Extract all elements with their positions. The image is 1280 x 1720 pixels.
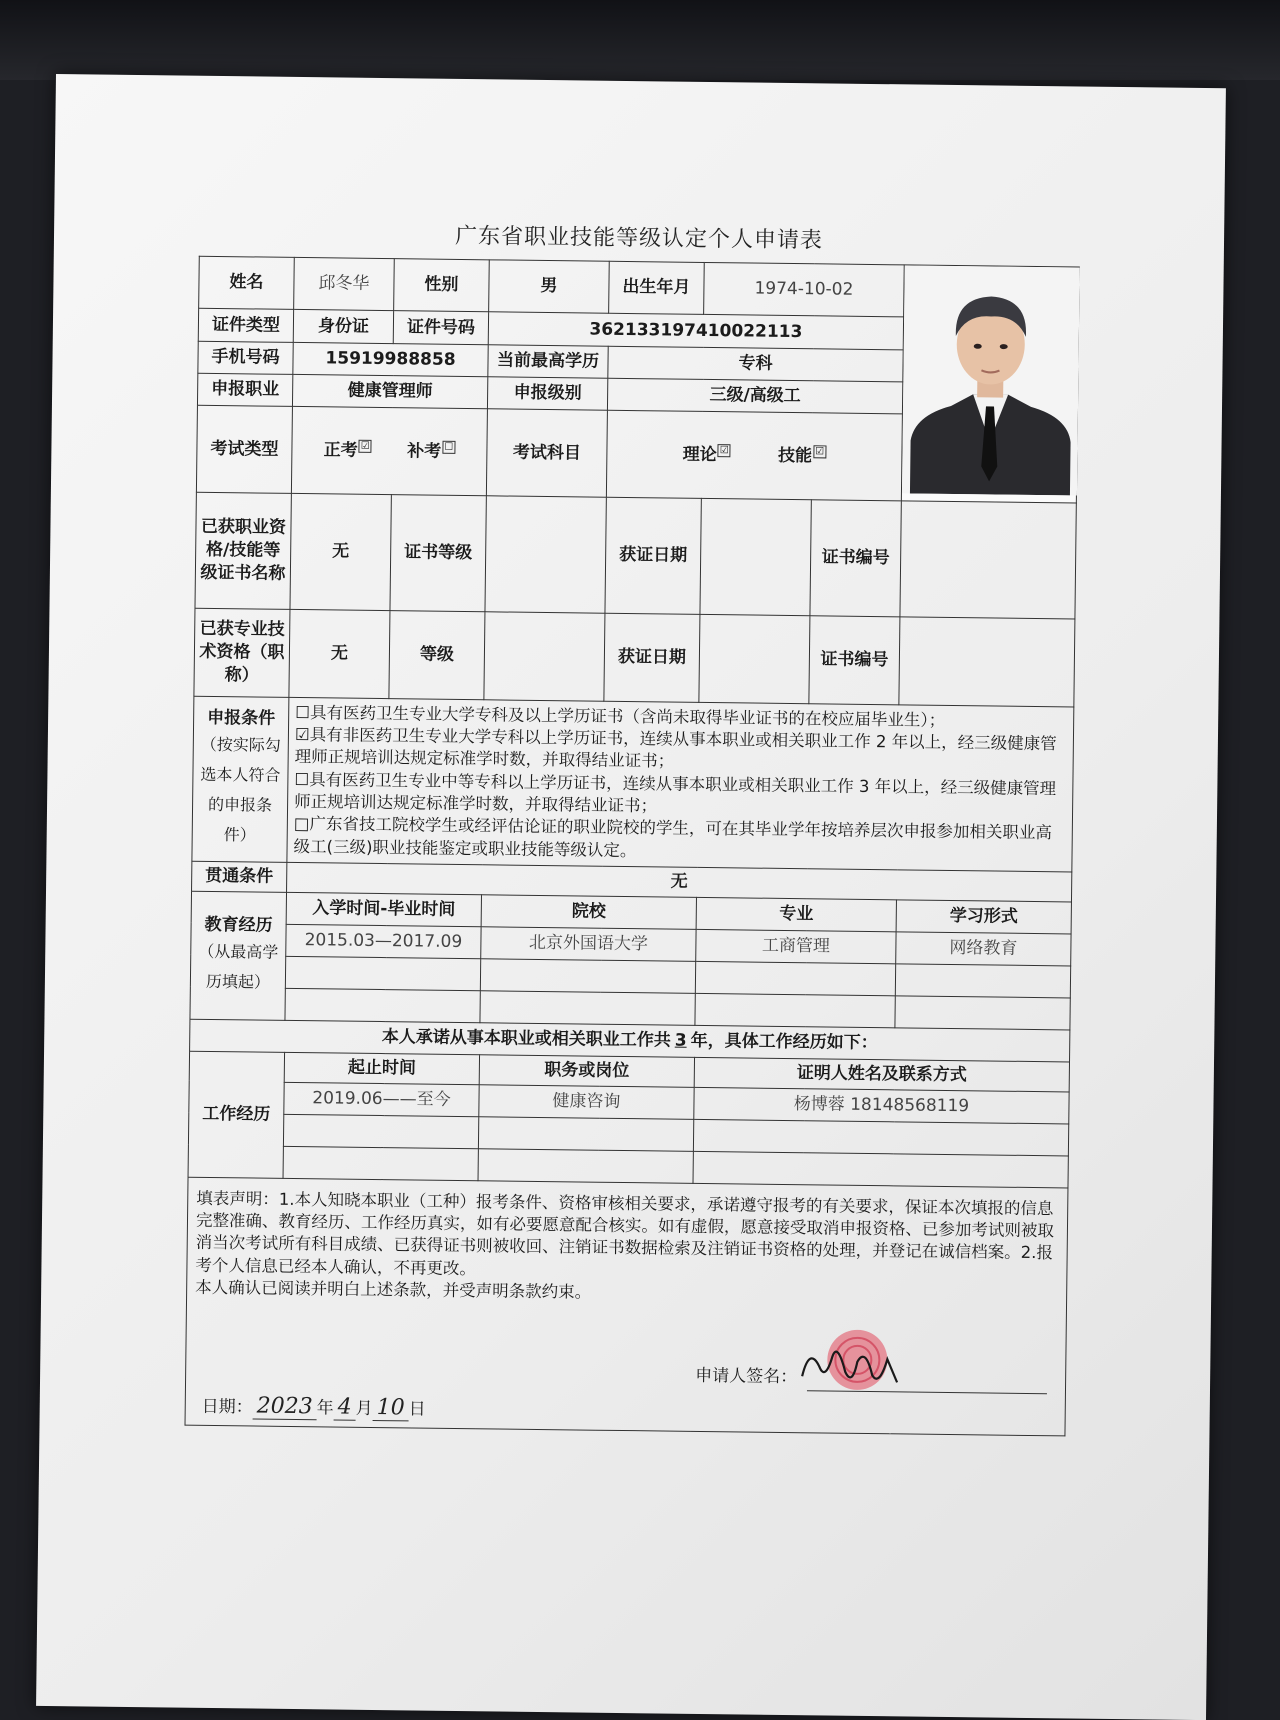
- value-level: 三级/高级工: [607, 378, 902, 414]
- label-conditions: 申报条件: [207, 708, 276, 730]
- edu-3-major: [695, 993, 895, 1027]
- confirmation-text: 本人确认已阅读并明白上述条款，并受声明条款约束。: [195, 1277, 592, 1302]
- work-3-period: [283, 1146, 478, 1180]
- work-3-witness: [693, 1151, 1068, 1188]
- condition-3-text: 具有医药卫生专业中等专科以上学历证书，连续从事本职业或相关职业工作 3 年以上，经三级健康管理师正规培训达规定标准学时数，并取得结业证书；: [294, 769, 1057, 816]
- label-conditions-note: （按实际勾选本人符合的申报条件）: [200, 735, 281, 845]
- skill-checkbox[interactable]: ☑: [813, 445, 826, 458]
- declaration-text: 填表声明：1.本人知晓本职业（工种）报考条件、资格审核相关要求，承诺遵守报考的有关要求，保证本次填报的信息完整准确、教育经历、工作经历真实，如有必要愿意配合核实。如有虚假，愿意接受取消申报资格、已参加考试则被取消当次考试所有科目成绩、已获得证书则被收回、注销证书数据检索及注销证书资格的处理，并登记在诚信档案。2.报考个人信息已经本人确认，不再更改。: [195, 1188, 1055, 1278]
- value-gender: 男: [489, 260, 610, 314]
- label-education: 当前最高学历: [488, 344, 608, 378]
- value-birth: 1974-10-02: [704, 262, 905, 317]
- date-day-label: 日: [408, 1399, 426, 1420]
- applicant-photo: [901, 265, 1079, 503]
- work-2-position: [478, 1117, 693, 1152]
- date-year-label: 年: [316, 1398, 334, 1419]
- exam-type-options: [291, 407, 487, 496]
- condition-1-text: 具有医药卫生专业大学专科及以上学历证书（含尚未取得毕业证书的在校应届毕业生）；: [309, 703, 946, 730]
- label-conditions-cell: [192, 696, 289, 862]
- header-study-mode: 学习形式: [896, 900, 1071, 934]
- work-years-post: 年，具体工作经历如下：: [690, 1030, 878, 1053]
- row-conditions: [192, 696, 1074, 872]
- date-month-label: 月: [355, 1398, 373, 1420]
- edu-2-period: [285, 956, 480, 990]
- edu-1-period: 2015.03—2017.09: [286, 924, 481, 958]
- edu-2-mode: [895, 964, 1070, 998]
- conditions-list: [287, 697, 1074, 871]
- label-skill: 技能: [777, 445, 813, 466]
- label-grade: 等级: [389, 611, 485, 700]
- label-makeup: 补考: [407, 440, 442, 462]
- condition-4-checkbox[interactable]: □: [293, 814, 310, 834]
- work-2-period: [283, 1114, 478, 1148]
- value-professional-cert: 无: [289, 609, 390, 698]
- row-vocational-cert: [195, 492, 1076, 619]
- value-id-type: 身份证: [293, 310, 393, 343]
- portrait-photo-icon: [902, 265, 1080, 495]
- work-years-pre: 本人承诺从事本职业或相关职业工作共: [381, 1026, 671, 1051]
- theory-checkbox[interactable]: ☑: [718, 444, 731, 457]
- label-edu-history: 教育经历: [204, 914, 273, 936]
- header-witness: 证明人姓名及联系方式: [694, 1057, 1069, 1092]
- label-obtain-date: 获证日期: [605, 497, 701, 614]
- label-phone: 手机号码: [198, 341, 293, 374]
- value-education: 专科: [608, 346, 903, 382]
- value-occupation: 健康管理师: [292, 374, 487, 409]
- form-title: 广东省职业技能等级认定个人申请表: [454, 223, 824, 254]
- date-year[interactable]: 2023: [253, 1394, 317, 1421]
- edu-3-period: [285, 988, 480, 1022]
- application-form-sheet: [36, 74, 1226, 1720]
- label-vocational-cert: 已获职业资格/技能等级证书名称: [195, 492, 291, 609]
- edu-2-major: [695, 961, 895, 995]
- regular-checkbox[interactable]: ☑: [359, 439, 372, 452]
- value-obtain-date: [700, 498, 811, 615]
- header-major: 专业: [696, 897, 896, 931]
- label-bridging: 贯通条件: [192, 861, 287, 892]
- edu-1-school: 北京外国语大学: [481, 927, 696, 962]
- value-obtain-date-2: [699, 614, 810, 703]
- work-years-value: 3: [674, 1030, 687, 1051]
- label-gender: 性别: [394, 259, 490, 313]
- condition-2-checkbox[interactable]: ☑: [294, 725, 310, 745]
- subject-options: [606, 410, 902, 500]
- condition-4-text: 广东省技工院校学生或经评估论证的职业院校的学生，可在其毕业学年按培养层次申报参加相关职业高级工(三级)职业技能鉴定或职业技能等级认定。: [293, 814, 1053, 860]
- header-work-period: 起止时间: [284, 1052, 479, 1084]
- value-grade: [484, 612, 605, 701]
- row-declaration: [185, 1177, 1068, 1436]
- declaration-cell: [185, 1177, 1068, 1436]
- condition-2-text: 具有非医药卫生专业大学专科以上学历证书，连续从事本职业或相关职业工作 2 年以上，经三级健康管理师正规培训达规定标准学时数，并取得结业证书；: [294, 725, 1057, 772]
- header-position: 职务或岗位: [479, 1055, 694, 1088]
- value-cert-no-2: [899, 617, 1075, 707]
- label-level: 申报级别: [487, 377, 607, 411]
- label-edu-cell: [190, 891, 287, 1020]
- value-phone: 15919988858: [293, 342, 488, 377]
- label-subject: 考试科目: [486, 409, 607, 497]
- label-edu-note: （从最高学历填起）: [198, 941, 279, 992]
- value-cert-grade: [485, 496, 606, 613]
- value-vocational-cert: 无: [290, 493, 391, 610]
- signature-label: 申请人签名：: [695, 1366, 798, 1388]
- edu-2-school: [480, 959, 695, 994]
- row-professional-cert: [194, 608, 1075, 707]
- header-school: 院校: [481, 895, 696, 930]
- work-1-witness: 杨博蓉 18148568119: [694, 1087, 1069, 1124]
- condition-item-4: [293, 813, 1066, 867]
- label-regular: 正考: [323, 439, 358, 461]
- edu-3-school: [480, 991, 695, 1026]
- sign-date: [202, 1391, 426, 1423]
- edu-1-major: 工商管理: [696, 929, 896, 963]
- value-name: 邱冬华: [294, 257, 395, 311]
- work-1-period: 2019.06——至今: [284, 1082, 479, 1116]
- label-work-history: 工作经历: [188, 1051, 285, 1178]
- label-birth: 出生年月: [609, 261, 705, 315]
- label-obtain-date-2: 获证日期: [604, 613, 700, 702]
- label-theory: 理论: [682, 444, 717, 465]
- value-cert-no: [900, 501, 1076, 619]
- condition-1-checkbox[interactable]: ☐: [295, 702, 311, 723]
- label-id-no: 证件号码: [393, 311, 488, 344]
- value-bridging: 无: [287, 862, 1072, 902]
- condition-3-checkbox[interactable]: ☐: [294, 769, 310, 789]
- application-form-table: [184, 256, 1079, 1437]
- signature-area: [194, 1299, 1058, 1430]
- label-cert-no-2: 证书编号: [809, 616, 900, 705]
- label-occupation: 申报职业: [197, 373, 292, 406]
- date-label: 日期：: [201, 1397, 253, 1418]
- work-1-position: 健康咨询: [479, 1085, 694, 1120]
- makeup-checkbox[interactable]: ☐: [442, 440, 455, 453]
- label-name: 姓名: [199, 256, 295, 310]
- header-edu-period: 入学时间-毕业时间: [286, 892, 481, 926]
- edu-1-mode: 网络教育: [896, 932, 1071, 966]
- label-cert-grade: 证书等级: [390, 495, 486, 612]
- work-3-position: [478, 1149, 693, 1184]
- handwritten-signature-icon[interactable]: [797, 1336, 908, 1397]
- date-month[interactable]: 4: [334, 1395, 356, 1421]
- label-professional-cert: 已获专业技术资格（职称）: [194, 608, 290, 697]
- edu-3-mode: [895, 996, 1070, 1030]
- value-id-no: 362133197410022113: [488, 312, 903, 349]
- label-cert-no: 证书编号: [810, 500, 901, 617]
- background-shadow: [0, 0, 1280, 80]
- label-exam-type: 考试类型: [196, 405, 292, 493]
- label-id-type: 证件类型: [198, 309, 293, 342]
- date-day[interactable]: 10: [373, 1395, 409, 1421]
- work-2-witness: [693, 1119, 1068, 1156]
